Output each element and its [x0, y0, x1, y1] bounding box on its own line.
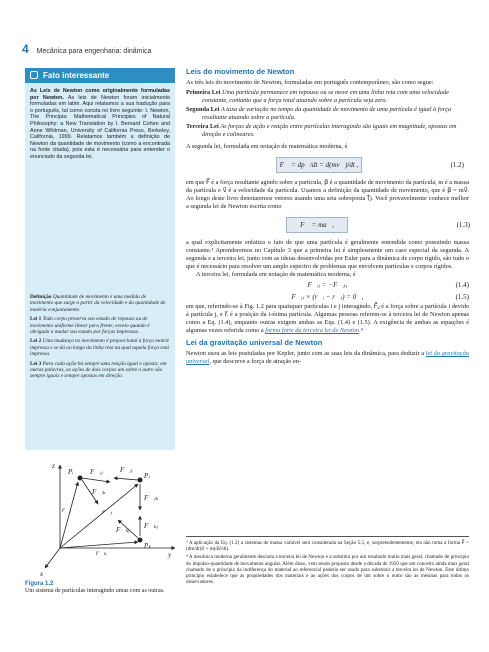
fij-label: F⃗ᵢⱼ — [90, 468, 103, 476]
fji-label: F⃗ⱼᵢ — [120, 466, 133, 474]
equation-1-3 — [286, 217, 470, 233]
definition-item: Definição Quantidade de movimento é uma medida de movimento que surge a partir da velocidade e da quantidade de matéria conjuntamente. — [30, 294, 166, 313]
law-item: Lei 1 Todo corpo preserva seu estado de repouso ou de movimento uniforme linear para frente, exceto quando é obrigado a mudar seu estado por forças impressas. — [30, 316, 150, 336]
ri-vector — [60, 482, 78, 548]
x-axis — [45, 548, 60, 568]
rj-label: r⃗ⱼ — [102, 508, 113, 516]
section-heading-gravitation: Lei da gravitação universal de Newton — [186, 338, 323, 347]
law-first: Primeira Lei Uma partícula permanece em repouso ou se move em uma linha reta com uma velocidade constante, contanto que a força total atuando sobre a partícula seja zero. — [186, 89, 449, 104]
third-law-intro: A terceira lei, formulada em notação de matemática moderna, é — [196, 271, 356, 278]
equation-1-2-body: F⃗ = dp⃗/dt = d(mv⃗)/dt , — [279, 161, 359, 169]
sidebar-title-bar — [25, 68, 175, 83]
fik-label: F⃗ᵢₖ — [92, 488, 106, 496]
footnotes — [186, 536, 469, 587]
figure-caption — [25, 581, 175, 596]
fun-fact-sidebar — [25, 68, 175, 450]
pj-label: Pⱼ — [144, 472, 150, 480]
info-icon — [30, 71, 38, 79]
pi-label: Pᵢ — [68, 468, 74, 476]
sidebar-body — [30, 88, 170, 161]
sidebar-title: Fato interessante — [43, 71, 110, 80]
figure-label: Figura 1.2 — [25, 581, 54, 587]
equation-number: (1.4) — [455, 281, 469, 289]
law-third: Terceira Lei As forças de ação e reação entre partículas interagindo são iguais em magnitude, opostas em direção e colineares. — [186, 123, 457, 138]
equation-1-5 — [186, 291, 469, 303]
equation-1-2 — [276, 157, 464, 173]
paragraph-after-eq-1-5: em que, referindo-se à Fig. 1.2 para quaisquer partículas i e j interagindo, F⃗ᵢⱼ é a força sobre a partícula i devido à partícula j, e r⃗ᵢ é a posição da i-ésima partícula. Algumas pessoas referem-se à terceira lei de Newton apenas como a Eq. (1.4), enquanto outras exigem ambas as Eqs. (1.4) e (1.5). A exigência de ambas as equações é algumas vezes referida como a forma forte da terceira lei de Newton.⁴ — [186, 303, 469, 334]
fjk-label: F⃗ⱼₖ — [144, 494, 159, 502]
equation-1-4 — [186, 279, 469, 291]
gravitation-law-link[interactable]: lei da gravitação universal — [186, 350, 469, 365]
fki-label: F⃗ₖᵢ — [116, 526, 130, 534]
paragraph-after-eq-1-2: em que F⃗ é a força resultante agindo sobre a partícula, p⃗ é a quantidade de movimento da partícula, m é a massa da partícula e v⃗ é a velocidade da partícula. Usamos a definição da quantidade de movimento, que é p⃗ = mv⃗. Ao longo deste livro denotaremos vetores usando uma seta sobreposta (⃗). Você provavelmente conhece melhor a segunda lei de Newton escrita como — [186, 179, 469, 210]
footnote-4: ⁴ A mecânica moderna geralmente descarta a terceira lei de Newton e a substitui por um resultado muito mais geral, chamado de princípio do impulso-quantidade de movimento angular. Além disso, vem sendo proposto desde a década de 1950 que um conceito ainda mais geral chamado de o princípio da indiferença do material ao referencial poderia ser usado para substituir a terceira lei de Newton. Este último princípio estabelece que as propriedades dos materiais e as ações dos corpos de um sobre o outro são as mesmas para todos os observadores. — [186, 554, 469, 586]
fji-arrow — [114, 478, 138, 480]
particle-j — [138, 478, 143, 483]
laws-list — [186, 89, 469, 139]
running-title: Mecânica para engenharia: dinâmica — [36, 48, 152, 55]
particle-i — [78, 476, 83, 481]
z-label: z — [52, 462, 55, 470]
pk-label: Pₖ — [144, 542, 152, 550]
equation-1-5-body: F⃗ᵢⱼ × (r⃗ᵢ − r⃗ⱼ) = 0⃗, — [291, 293, 364, 301]
particle-system-figure — [40, 460, 180, 578]
equation-1-4-body: F⃗ᵢⱼ = −F⃗ⱼᵢ, — [307, 281, 348, 289]
sidebar-body-bold: As Leis de Newton como originalmente formuladas por Newton. — [30, 88, 170, 101]
equation-number: (1.5) — [455, 293, 469, 301]
figure-caption-text: Um sistema de partículas interagindo umas com as outras. — [25, 588, 165, 595]
equation-number: (1.2) — [450, 161, 464, 169]
page-number: 4 — [22, 42, 29, 56]
sidebar-definitions — [30, 294, 170, 383]
fkj-label: F⃗ₖⱼ — [144, 522, 159, 530]
equation-1-3-body: F⃗ = ma⃗, — [300, 221, 334, 229]
particle-k — [138, 538, 143, 543]
footnote-3: ³ A aplicação da Eq. (1.2) a sistemas de massa variável será considerada na Seção 5.5, e, surpreendentemente, ela não toma a forma F⃗ = (dm/dt)v⃗ + m(dv⃗/dt). — [186, 540, 469, 553]
running-header — [22, 42, 151, 56]
gravitation-paragraph: Newton usou as leis postuladas por Kepler, junto com as suas leis da dinâmica, para deduzir a lei da gravitação universal, que descreve a força de atração en- — [186, 350, 469, 365]
y-label: y — [168, 551, 172, 559]
second-law-intro: A segunda lei, formulada em notação de matemática moderna, é — [186, 143, 348, 150]
fij-arrow — [82, 478, 110, 482]
equation-number: (1.3) — [456, 221, 470, 229]
law-item: Lei 2 Uma mudança no movimento é proporcional à força motriz impressa e se dá ao longo da linha reta na qual aquela força está impressa. — [30, 338, 169, 358]
ri-label: r⃗ᵢ — [62, 506, 72, 514]
strong-third-law-link[interactable]: forma forte da terceira lei de Newton — [265, 327, 360, 334]
rk-label: r⃗ₖ — [96, 549, 107, 557]
sidebar-body-text: As leis de Newton foram inicialmente formuladas em latim. Aqui relatamos a sua tradução para o português, tal como consta no livro seguinte: I. Newton, The Principia: Mathematical Principles of Natural Philosophy: a New Translation by I. Bernard Cohen and Anne Whitman, University of California Press, Berkeley, California, 1999. Relatamos também a definição de Newton da quantidade de movimento (como a encontrada na fonte citada), pois esta é necessária para entender o enunciado da segunda lei. — [30, 94, 170, 160]
law-item: Lei 3 Para cada ação há sempre uma reação igual e oposta; em outras palavras, as ações de dois corpos um sobre o outro são sempre iguais e sempre opostas em direção. — [30, 360, 167, 380]
paragraph-after-eq-1-3: a qual explicitamente enfatiza o fato de que uma partícula é geralmente entendida como possuindo massa constante.³ Aprenderemos no Capítulo 3 que a primeira lei é simplesmente um caso especial da segunda. A segunda e a terceira lei, junto com as ideias desenvolvidas por Euler para a dinâmica de corpo rígido, são tudo o que é necessário para resolver um amplo espectro de problemas que envolvem partículas e corpos rígidos. — [186, 239, 469, 270]
x-label: x — [40, 570, 44, 578]
law-second: Segunda Lei A taxa de variação no tempo da quantidade de movimento de uma partícula é igual à força resultante atuando sobre a partícula. — [186, 106, 452, 121]
intro-paragraph: As três leis do movimento de Newton, formuladas em português contemporâneo, são como segue: — [186, 79, 434, 86]
rk-vector — [60, 542, 138, 548]
main-column — [186, 68, 469, 366]
section-heading-newton-laws: Leis do movimento de Newton — [186, 67, 295, 76]
